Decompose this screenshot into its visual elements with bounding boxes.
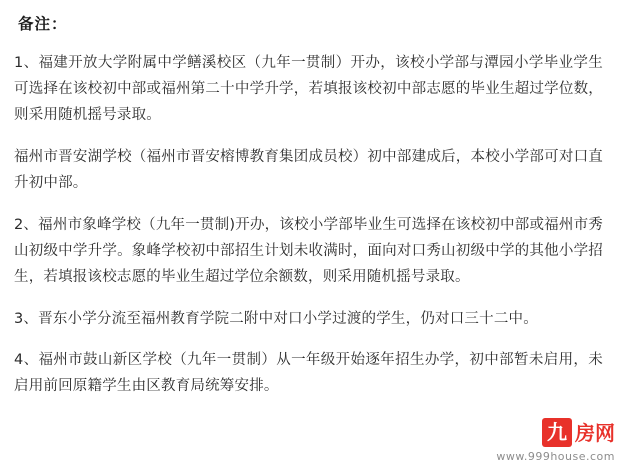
watermark-logo	[496, 418, 615, 447]
paragraph-5: 4、福州市鼓山新区学校（九年一贯制）从一年级开始逐年招生办学，初中部暂未启用，未启用前回原籍学生由区教育局统筹安排。	[14, 351, 603, 394]
paragraph-2: 福州市晋安湖学校（福州市晋安榕博教育集团成员校）初中部建成后，本校小学部可对口直升初中部。	[14, 148, 603, 191]
watermark	[496, 418, 615, 463]
watermark-brand: 房网	[575, 420, 615, 445]
paragraph-3: 2、福州市象峰学校（九年一贯制)开办，该校小学部毕业生可选择在该校初中部或福州市秀山初级中学升学。象峰学校初中部招生计划未收满时，面向对口秀山初级中学的其他小学招生，若填报该校志愿的毕业生超过学位余额数，则采用随机摇号录取。	[14, 216, 603, 285]
watermark-badge: 九	[542, 418, 572, 447]
watermark-url: www.999house.com	[496, 450, 615, 463]
page-title: 备注：	[18, 15, 68, 33]
paragraph-4: 3、晋东小学分流至福州教育学院二附中对口小学过渡的学生，仍对口三十二中。	[14, 310, 538, 327]
paragraph-1: 1、福建开放大学附属中学鳝溪校区（九年一贯制）开办，该校小学部与潭园小学毕业学生可选择在该校初中部或福州第二十中学升学，若填报该校初中部志愿的毕业生超过学位数，则采用随机摇号录取。	[14, 54, 603, 123]
